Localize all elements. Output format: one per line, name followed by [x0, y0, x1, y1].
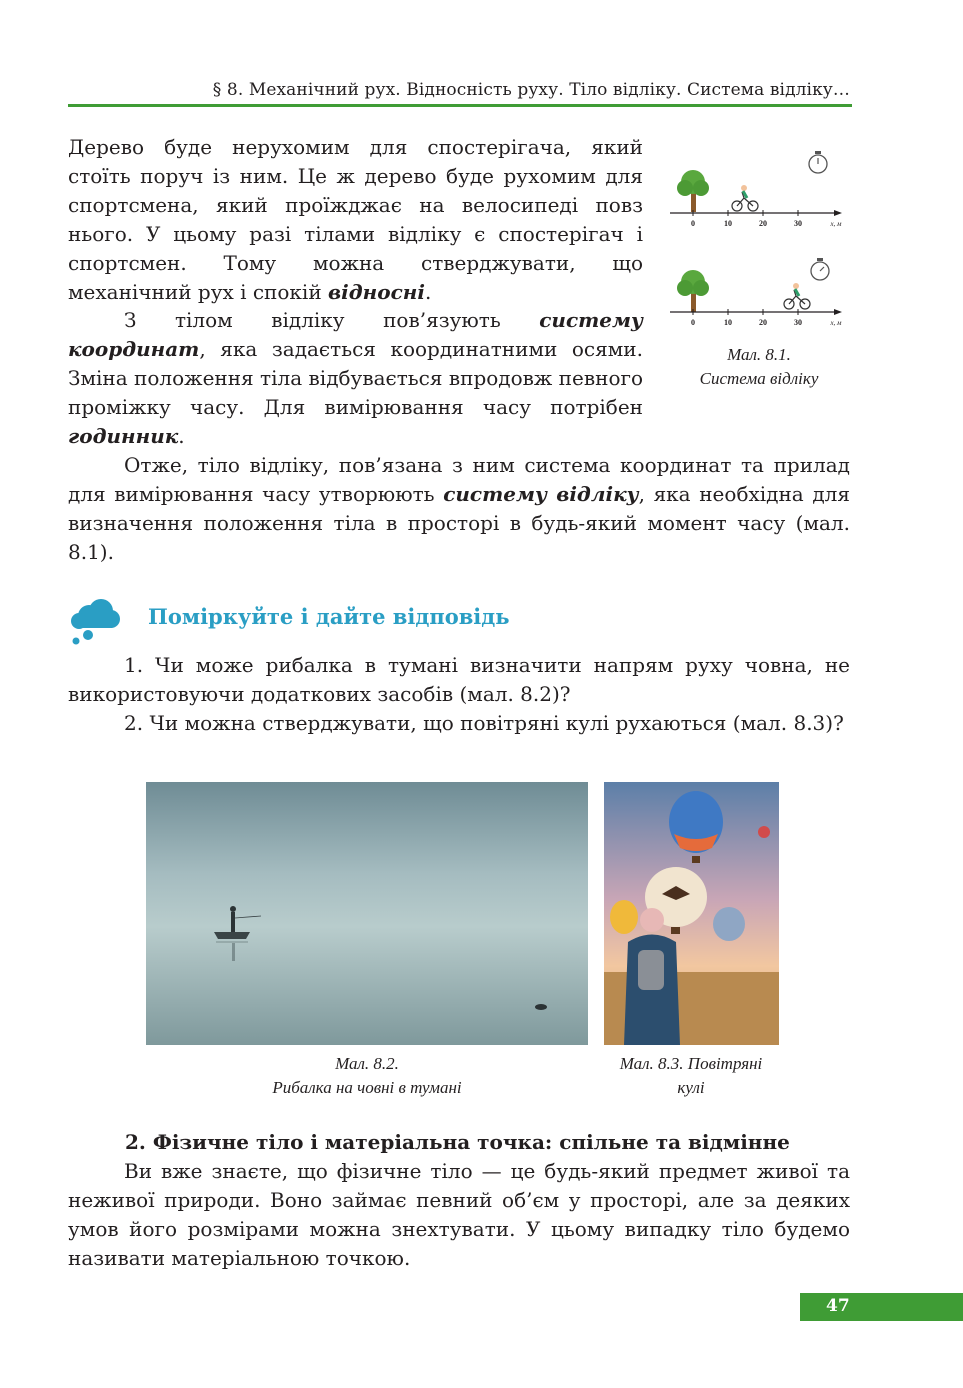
term-coordinate-system: систему координат	[68, 308, 643, 361]
axis-tick-label: 30	[794, 318, 802, 327]
question-2: 2. Чи можна стверджувати, що повітряні кулі рухаються (мал. 8.3)?	[124, 711, 844, 735]
axis-tick-label: 20	[759, 219, 767, 228]
figure-8-1-caption: Мал. 8.1. Система відліку	[699, 345, 819, 388]
hot-air-balloons-photo	[604, 782, 779, 1045]
axis-label: x, м	[830, 319, 842, 327]
paragraph-reference-frame: Отже, тіло відліку, пов’язана з ним система координат та прилад для вимірювання часу утворюють систему відліку, яка необхідна для визначення положення тіла в просторі в будь-який момент часу (мал. 8.1).	[68, 453, 850, 564]
page-number: 47	[826, 1296, 850, 1316]
paragraph-relativity: Дерево буде нерухомим для спостерігача, який стоїть поруч із ним. Це ж дерево буде рухомим для спортсмена, який проїжджає на велосипеді повз нього. У цьому разі тілами відліку є спостерігач і спортсмен. Тому можна стверджувати, що механічний рух і спокій відносні.	[68, 135, 643, 304]
balloon-yellow	[610, 900, 638, 934]
term-reference-frame: систему відліку	[443, 482, 639, 506]
section-2-heading: 2. Фізичне тіло і матеріальна точка: спільне та відмінне	[125, 1130, 790, 1154]
axis-tick-label: 30	[794, 219, 802, 228]
axis-tick-label: 20	[759, 318, 767, 327]
tree-icon	[677, 270, 709, 312]
figure-8-2-caption: Мал. 8.2. Рибалка на човні в тумані	[272, 1054, 462, 1097]
scene-bottom	[670, 258, 842, 315]
balloon-blue	[713, 907, 745, 941]
term-clock: годинник	[68, 424, 179, 448]
stopwatch-icon	[811, 258, 829, 280]
axis-tick-label: 0	[691, 219, 695, 228]
stopwatch-icon	[809, 151, 827, 173]
header-rule	[68, 104, 852, 107]
tree-icon	[677, 170, 709, 212]
figure-8-3-caption: Мал. 8.3. Повітряні кулі	[619, 1054, 763, 1097]
axis-tick-label: 10	[724, 219, 732, 228]
think-heading: Поміркуйте і дайте відповідь	[148, 604, 510, 629]
fisherman-fog-photo	[146, 782, 588, 1045]
reference-frame-figure	[664, 140, 854, 340]
cyclist-icon	[784, 283, 810, 309]
thought-cloud-icon	[68, 596, 122, 648]
cyclist-icon	[732, 185, 758, 211]
axis-tick-label: 0	[691, 318, 695, 327]
duck-silhouette	[535, 1004, 547, 1010]
page-number-box	[800, 1293, 963, 1321]
section-2-paragraph: Ви вже знаєте, що фізичне тіло — це будь-який предмет живої та неживої природи. Воно займає певний об’єм у просторі, але за деяких умов його розмірами можна знехтувати. У цьому випадку тіло будемо називати матеріальною точкою.	[68, 1159, 850, 1270]
running-header: § 8. Механічний рух. Відносність руху. Тіло відліку. Система відліку…	[212, 80, 850, 100]
scene-top	[670, 151, 842, 216]
balloon-small	[758, 826, 770, 838]
term-relative: відносні	[328, 280, 425, 304]
question-1: 1. Чи може рибалка в тумані визначити напрям руху човна, не використовуючи додаткових засобів (мал. 8.2)?	[68, 653, 850, 706]
paragraph-text: Дерево буде нерухомим для спостерігача, який стоїть поруч із ним. Це ж дерево буде рухомим для спортсмена, який проїжджає на велосипеді повз нього. У цьому разі тілами відліку є спостерігач і спортсмен. Тому можна стверджувати, що механічний рух і спокій	[68, 135, 643, 304]
axis-label: x, м	[830, 220, 842, 228]
axis-tick-label: 10	[724, 318, 732, 327]
paragraph-coordinate-system: З тілом відліку пов’язують систему координат, яка задається координатними осями. Зміна положення тіла відбувається впродовж певного проміжку часу. Для вимірювання часу потрібен годинник.	[68, 308, 643, 448]
